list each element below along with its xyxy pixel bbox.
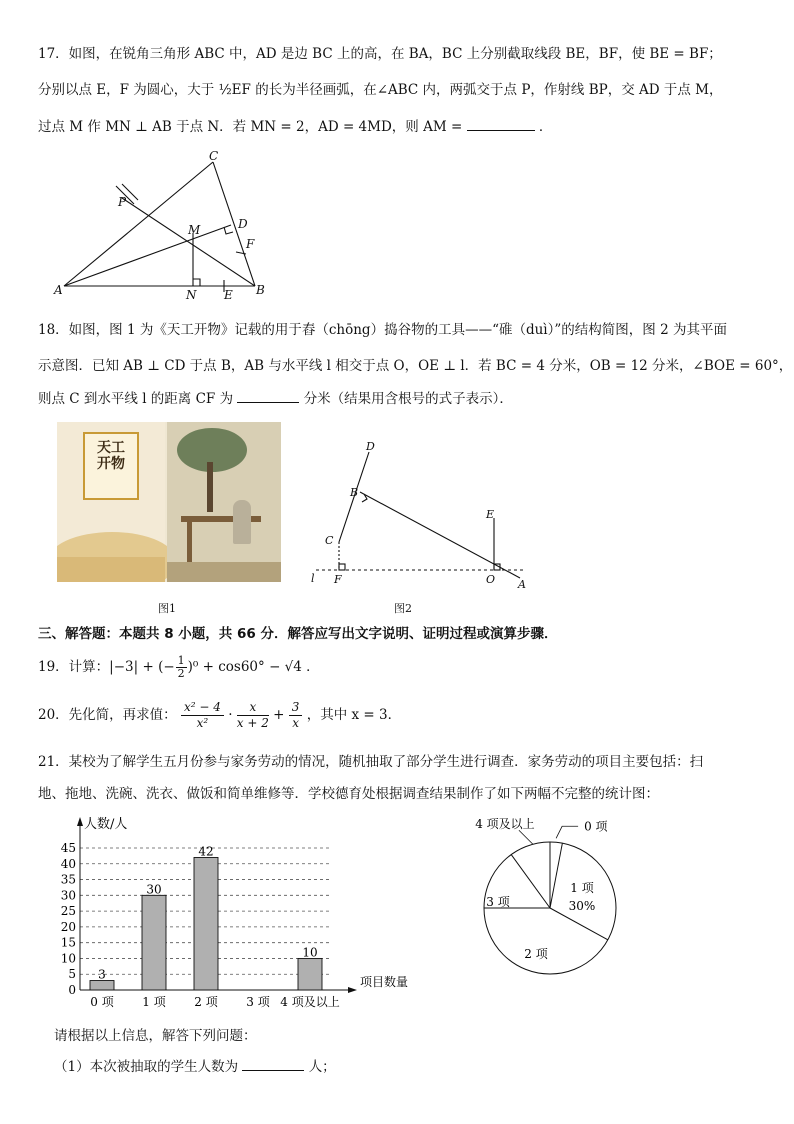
section-3-heading: 三、解答题：本题共 8 小题，共 66 分．解答应写出文字说明、证明过程或演算步骤．	[38, 626, 558, 642]
pie-label-1: 1 项	[570, 881, 594, 895]
q20-fraction-1	[181, 700, 224, 731]
q19-pre: 19．计算：|−3| + (−	[38, 659, 175, 675]
q18-line3-post: 分米（结果用含根号的式子表示）．	[303, 391, 513, 407]
q18-line3-pre: 则点 C 到水平线 l 的距离 CF 为	[38, 391, 234, 407]
q19-frac-den: 2	[177, 667, 185, 680]
label-c: C	[209, 149, 219, 163]
book-cover	[57, 422, 165, 582]
painting	[167, 422, 281, 582]
bar-0	[90, 981, 114, 990]
book-ground	[57, 557, 165, 582]
q20-fraction-3	[289, 700, 303, 731]
label-o: O	[486, 573, 496, 586]
label-e: E	[486, 508, 495, 521]
painting-post	[187, 516, 192, 564]
q20-f2-den: x + 2	[236, 716, 269, 730]
y-tick-label-6: 30	[60, 888, 76, 903]
q17-line3	[38, 116, 764, 137]
label-n: N	[186, 288, 197, 302]
label-f: F	[334, 573, 342, 586]
q20-f2-num: x	[237, 700, 269, 716]
book-title: 天工开物	[97, 440, 125, 472]
q21-line2: 地、拖地、洗碗、洗衣、做饭和简单维修等．学校德育处根据调查结果制作了如下两幅不完整的统计图：	[38, 786, 659, 802]
q20-post: ，其中 x = 3．	[306, 707, 402, 723]
x-tick-label-2: 2 项	[194, 995, 218, 1009]
segment-bc	[213, 162, 255, 286]
bar-1	[142, 895, 166, 990]
q17-line2: 分别以点 E，F 为圆心，大于 ½EF 的长为半径画弧，在∠ABC 内，两弧交于点 P，作射线 BP，交 AD 于点 M，	[38, 82, 723, 98]
q20-fraction-2	[237, 700, 269, 731]
label-d: D	[366, 440, 375, 453]
ray-bp	[122, 198, 255, 286]
q17-answer-blank[interactable]	[467, 116, 535, 131]
y-axis-arrow	[77, 817, 83, 826]
right-angle-n	[193, 279, 200, 286]
q18-figure2-diagram	[308, 438, 538, 590]
bar-2	[194, 857, 218, 990]
y-tick-label-0: 0	[68, 983, 76, 997]
q19-fraction	[176, 655, 187, 680]
y-tick-label-1: 5	[68, 967, 76, 982]
x-axis-label: 项目数量	[360, 975, 409, 989]
segment-ba	[360, 492, 520, 578]
pie-leader-0	[556, 826, 578, 838]
altitude-ad	[64, 225, 231, 286]
q18-figure2-caption: 图2	[394, 602, 412, 615]
q18-figure1-caption: 图1	[158, 602, 176, 615]
x-axis-arrow	[348, 987, 357, 993]
q19-line	[38, 654, 764, 680]
x-tick-label-1: 1 项	[142, 995, 166, 1009]
q17-triangle-figure	[50, 148, 280, 303]
q18-line2: 示意图．已知 AB ⊥ CD 于点 B，AB 与水平线 l 相交于点 O，OE ⊥ l．若 BC = 4 分米，OB = 12 分米，∠BOE = 60°，	[38, 358, 793, 374]
y-tick-label-9: 45	[60, 841, 76, 855]
q21-bar-chart	[52, 812, 412, 1018]
y-tick-label-2: 10	[60, 951, 76, 966]
q20-pre: 20．先化简，再求值：	[38, 707, 177, 723]
q17-line3-post: ．	[538, 119, 553, 135]
bar-value-label-1: 30	[146, 882, 162, 897]
q21-sub1-post: 人；	[308, 1059, 336, 1075]
bar-value-label-2: 42	[198, 844, 214, 859]
y-tick-label-8: 40	[60, 856, 76, 871]
pie-label-3: 3 项	[486, 895, 510, 909]
q20-dot: ·	[228, 707, 233, 723]
q18-line3	[38, 388, 764, 409]
label-m: M	[188, 223, 201, 237]
bar-4	[298, 958, 322, 990]
painting-trunk	[207, 462, 213, 512]
q20-plus: +	[273, 707, 285, 723]
q21-line1: 21．某校为了解学生五月份参与家务劳动的情况，随机抽取了部分学生进行调查．家务劳动的项目主要包括：扫	[38, 754, 704, 770]
label-f: F	[246, 237, 255, 251]
bar-value-label-0: 3	[98, 967, 106, 982]
y-axis-label: 人数/人	[84, 817, 128, 832]
q21-sub1-pre: （1）本次被抽取的学生人数为	[54, 1059, 239, 1075]
bar-value-label-4: 10	[302, 945, 318, 960]
q20-line	[38, 698, 764, 732]
right-angle-d	[224, 227, 233, 234]
label-b: B	[256, 283, 265, 297]
q21-pie-chart	[440, 812, 680, 1012]
painting-figure	[233, 500, 251, 544]
painting-floor	[167, 562, 281, 582]
q21-sub1	[54, 1056, 764, 1077]
pie-annotation-1: 30%	[568, 899, 596, 913]
label-p: P	[118, 195, 127, 209]
q18-line1: 18．如图，图 1 为《天工开物》记载的用于舂（chōng）捣谷物的工具——“碓（duì）”的结构简图，图 2 为其平面	[38, 322, 727, 338]
q20-f1-den: x²	[196, 716, 209, 730]
label-b: B	[350, 486, 359, 499]
tick-f	[236, 252, 246, 254]
label-a: A	[54, 283, 63, 297]
y-tick-label-4: 20	[60, 919, 76, 934]
q20-f1-num: x² − 4	[181, 700, 224, 716]
label-c: C	[325, 534, 334, 547]
q20-f3-den: x	[292, 716, 299, 730]
q19-post: )⁰ + cos60° − √4 ．	[187, 659, 320, 675]
q19-frac-num: 1	[177, 654, 185, 667]
y-tick-label-5: 25	[60, 904, 76, 919]
pie-leader-4	[519, 830, 533, 844]
label-l: l	[311, 572, 315, 585]
pie-label-4: 4 项及以上	[475, 817, 535, 832]
x-tick-label-3: 3 项	[246, 995, 270, 1009]
x-tick-label-4: 4 项及以上	[280, 995, 340, 1009]
pie-label-2: 2 项	[524, 947, 548, 961]
label-e: E	[224, 288, 233, 302]
label-a: A	[518, 578, 526, 590]
pie-label-0: 0 项	[584, 819, 608, 834]
label-d: D	[238, 217, 248, 231]
q18-answer-blank[interactable]	[237, 388, 299, 403]
y-tick-label-3: 15	[60, 935, 76, 950]
y-tick-label-7: 35	[60, 872, 76, 887]
q20-f3-num: 3	[289, 700, 303, 716]
q17-line1: 17．如图，在锐角三角形 ABC 中，AD 是边 BC 上的高，在 BA，BC 上分别截取线段 BE，BF，使 BE = BF；	[38, 46, 722, 62]
x-tick-label-0: 0 项	[90, 995, 114, 1009]
book-title-box	[83, 432, 139, 500]
q17-line3-pre: 过点 M 作 MN ⊥ AB 于点 N．若 MN = 2，AD = 4MD，则 AM =	[38, 119, 463, 135]
q18-figure1-illustration	[57, 422, 281, 582]
q21-sub1-blank[interactable]	[242, 1056, 304, 1071]
q21-prompt: 请根据以上信息，解答下列问题：	[54, 1028, 257, 1044]
right-angle-f	[339, 564, 345, 570]
